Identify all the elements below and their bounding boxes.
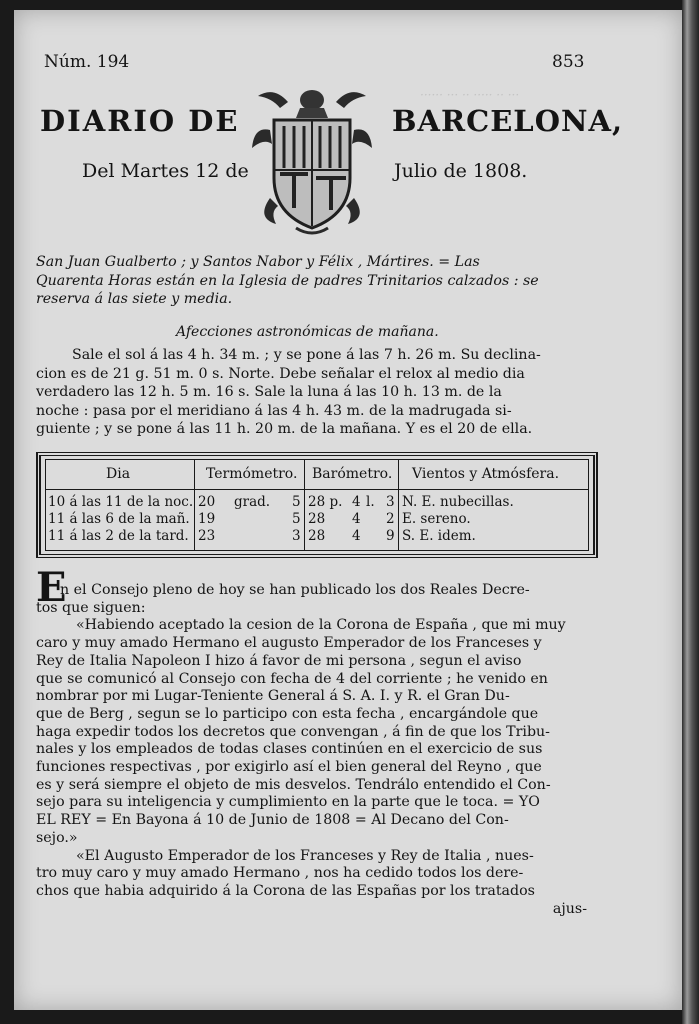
- astro-line: verdadero las 12 h. 5 m. 16 s. Sale la luna á las 10 h. 13 m. de la: [36, 384, 502, 400]
- body-line: es y será siempre el objeto de mis desvelos. Tendrálo entendido el Con-: [36, 776, 551, 793]
- body-line: haga expedir todos los decretos que convengan , á fin de que los Tribu-: [36, 723, 550, 740]
- weather-table: [36, 452, 598, 558]
- cell-barometro: 28: [308, 511, 326, 527]
- masthead-title-right: BARCELONA,: [392, 104, 624, 138]
- cell-vientos: N. E. nubecillas.: [402, 494, 514, 510]
- body-line: tos que siguen:: [36, 599, 146, 616]
- date-left: Del Martes 12 de: [82, 160, 249, 182]
- body-line: sejo para su inteligencia y cumplimiento en la parte que le toca. = YO: [36, 794, 540, 811]
- cell-b1: 4: [352, 528, 361, 544]
- issue-number: Núm. 194: [44, 52, 130, 72]
- astro-heading: Afecciones astronómicas de mañana.: [176, 324, 439, 340]
- cell-b2: 2: [386, 511, 395, 527]
- saints-line: reserva á las siete y media.: [36, 291, 233, 307]
- cell-barometro: 28: [308, 528, 326, 544]
- cell-dia: 11 á las 6 de la mañ.: [48, 511, 190, 527]
- cell-b1: 4: [352, 494, 361, 510]
- cell-termometro: 20: [198, 494, 216, 510]
- column-divider: [194, 460, 195, 550]
- body-line: que de Berg , segun se lo participo con esta fecha , encargándole que: [36, 705, 539, 722]
- saints-line: San Juan Gualberto ; y Santos Nabor y Félix , Mártires. = Las: [36, 254, 480, 270]
- header-divider: [46, 489, 588, 490]
- body-line: chos que habia adquirido á la Corona de las Españas por los tratados: [36, 882, 535, 899]
- astro-paragraph: [36, 346, 595, 439]
- header-dia: Dia: [106, 466, 131, 482]
- body-line: «Habiendo aceptado la cesion de la Corona de España , que mi muy: [76, 617, 566, 634]
- header-vientos: Vientos y Atmósfera.: [412, 466, 560, 482]
- body-line: «El Augusto Emperador de los Franceses y Rey de Italia , nues-: [76, 847, 534, 864]
- catchword: ajus-: [552, 900, 587, 917]
- cell-dia: 10 á las 11 de la noc.: [48, 494, 194, 510]
- masthead-title-left: DIARIO DE: [40, 104, 240, 138]
- cell-tfrac: 5: [292, 511, 301, 527]
- body-line: caro y muy amado Hermano el augusto Emperador de los Franceses y: [36, 635, 542, 652]
- book-edge: [682, 0, 699, 1024]
- body-line: nales y los empleados de todas clases continúen en el exercicio de sus: [36, 741, 543, 758]
- drop-cap: E: [36, 564, 67, 611]
- body-line: funciones respectivas , por exigirlo así el bien general del Reyno , que: [36, 759, 542, 776]
- astro-line: guiente ; y se pone á las 11 h. 20 m. de la mañana. Y es el 20 de ella.: [36, 421, 533, 437]
- body-line: Rey de Italia Napoleon I hizo á favor de mi persona , segun el aviso: [36, 652, 522, 669]
- cell-termometro: 23: [198, 528, 216, 544]
- saints-notice: [36, 253, 595, 309]
- cell-b2: 3: [386, 494, 395, 510]
- bleed-through: ······ ··· ·· ····· ·· ···: [420, 88, 520, 102]
- cell-termometro: 19: [198, 511, 216, 527]
- coat-of-arms-icon: [244, 78, 380, 238]
- body-line: tro muy caro y muy amado Hermano , nos ha cedido todos los dere-: [36, 865, 524, 882]
- column-divider: [398, 460, 399, 550]
- cell-vientos: E. sereno.: [402, 511, 471, 527]
- body-line: sejo.»: [36, 829, 78, 846]
- cell-barometro: 28 p.: [308, 494, 343, 510]
- page-number: 853: [552, 52, 585, 72]
- cell-vientos: S. E. idem.: [402, 528, 476, 544]
- cell-b2: 9: [386, 528, 395, 544]
- cell-dia: 11 á las 2 de la tard.: [48, 528, 189, 544]
- date-right: Julio de 1808.: [394, 160, 528, 182]
- cell-tfrac: 5: [292, 494, 301, 510]
- cell-b1: 4: [352, 511, 361, 527]
- astro-line: Sale el sol á las 4 h. 34 m. ; y se pone á las 7 h. 26 m. Su declina-: [72, 347, 541, 363]
- cell-unit: grad.: [234, 494, 271, 510]
- decree-text: [36, 582, 595, 918]
- body-line: n el Consejo pleno de hoy se han publicado los dos Reales Decre-: [60, 582, 530, 598]
- header-termometro: Termómetro.: [206, 466, 298, 482]
- saints-line: Quarenta Horas están en la Iglesia de padres Trinitarios calzados : se: [36, 272, 539, 289]
- body-line: EL REY = En Bayona á 10 de Junio de 1808 = Al Decano del Con-: [36, 812, 509, 829]
- cell-b1u: l.: [366, 494, 375, 510]
- cell-tfrac: 3: [292, 528, 301, 544]
- body-line: que se comunicó al Consejo con fecha de 4 del corriente ; he venido en: [36, 670, 548, 687]
- header-barometro: Barómetro.: [312, 466, 393, 482]
- column-divider: [304, 460, 305, 550]
- astro-line: cion es de 21 g. 51 m. 0 s. Norte. Debe señalar el relox al medio dia: [36, 365, 525, 382]
- body-line: nombrar por mi Lugar-Teniente General á S. A. I. y R. el Gran Du-: [36, 688, 510, 705]
- astro-line: noche : pasa por el meridiano á las 4 h. 43 m. de la madrugada si-: [36, 402, 512, 419]
